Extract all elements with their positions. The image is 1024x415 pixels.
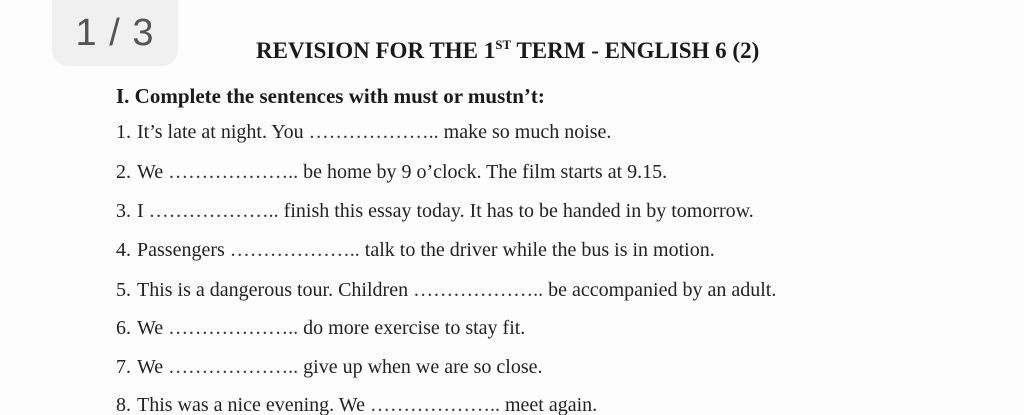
- page-indicator-text: 1 / 3: [75, 11, 155, 54]
- question-number: 1.: [116, 121, 131, 143]
- question-text-after: be home by 9 o’clock. The film starts at 9.15.: [298, 161, 668, 183]
- answer-blank[interactable]: ………………..: [168, 317, 299, 339]
- question-item: [116, 239, 715, 262]
- answer-blank[interactable]: ………………..: [229, 239, 360, 261]
- answer-blank[interactable]: ………………..: [308, 121, 439, 143]
- question-item: [116, 356, 543, 379]
- question-text-after: talk to the driver while the bus is in motion.: [359, 239, 715, 261]
- question-item: [116, 317, 525, 340]
- title-prefix: REVISION FOR THE 1: [256, 38, 496, 63]
- question-number: 4.: [116, 239, 131, 261]
- answer-blank[interactable]: ………………..: [168, 356, 299, 378]
- question-text-before: It’s late at night. You: [137, 121, 309, 143]
- answer-blank[interactable]: ………………..: [369, 394, 500, 415]
- question-number: 8.: [116, 394, 131, 415]
- question-text-after: do more exercise to stay fit.: [298, 317, 526, 339]
- question-text-after: be accompanied by an adult.: [543, 279, 777, 301]
- question-item: [116, 121, 611, 144]
- title-suffix: TERM - ENGLISH 6 (2): [511, 38, 760, 63]
- question-text-after: finish this essay today. It has to be handed in by tomorrow.: [278, 200, 754, 222]
- answer-blank[interactable]: ………………..: [148, 200, 279, 222]
- question-text-before: We: [137, 356, 169, 378]
- page-indicator: [52, 0, 178, 66]
- question-number: 3.: [116, 200, 131, 222]
- answer-blank[interactable]: ………………..: [168, 161, 299, 183]
- question-item: [116, 200, 754, 223]
- question-item: [116, 161, 667, 184]
- question-text-before: We: [137, 161, 169, 183]
- question-item: [116, 279, 776, 302]
- question-number: 7.: [116, 356, 131, 378]
- question-number: 5.: [116, 279, 131, 301]
- exercise-instruction: I. Complete the sentences with must or mustn’t:: [116, 84, 545, 108]
- page-title: [256, 38, 759, 64]
- title-superscript: ST: [495, 37, 512, 52]
- question-text-after: meet again.: [499, 394, 598, 415]
- question-text-before: We: [137, 317, 169, 339]
- question-text-before: This is a dangerous tour. Children: [137, 279, 414, 301]
- question-text-before: This was a nice evening. We: [137, 394, 370, 415]
- answer-blank[interactable]: ………………..: [413, 279, 544, 301]
- question-number: 2.: [116, 161, 131, 183]
- question-text-after: make so much noise.: [438, 121, 612, 143]
- question-text-after: give up when we are so close.: [298, 356, 543, 378]
- question-number: 6.: [116, 317, 131, 339]
- question-text-before: Passengers: [137, 239, 230, 261]
- question-text-before: I: [137, 200, 149, 222]
- question-item: [116, 394, 597, 415]
